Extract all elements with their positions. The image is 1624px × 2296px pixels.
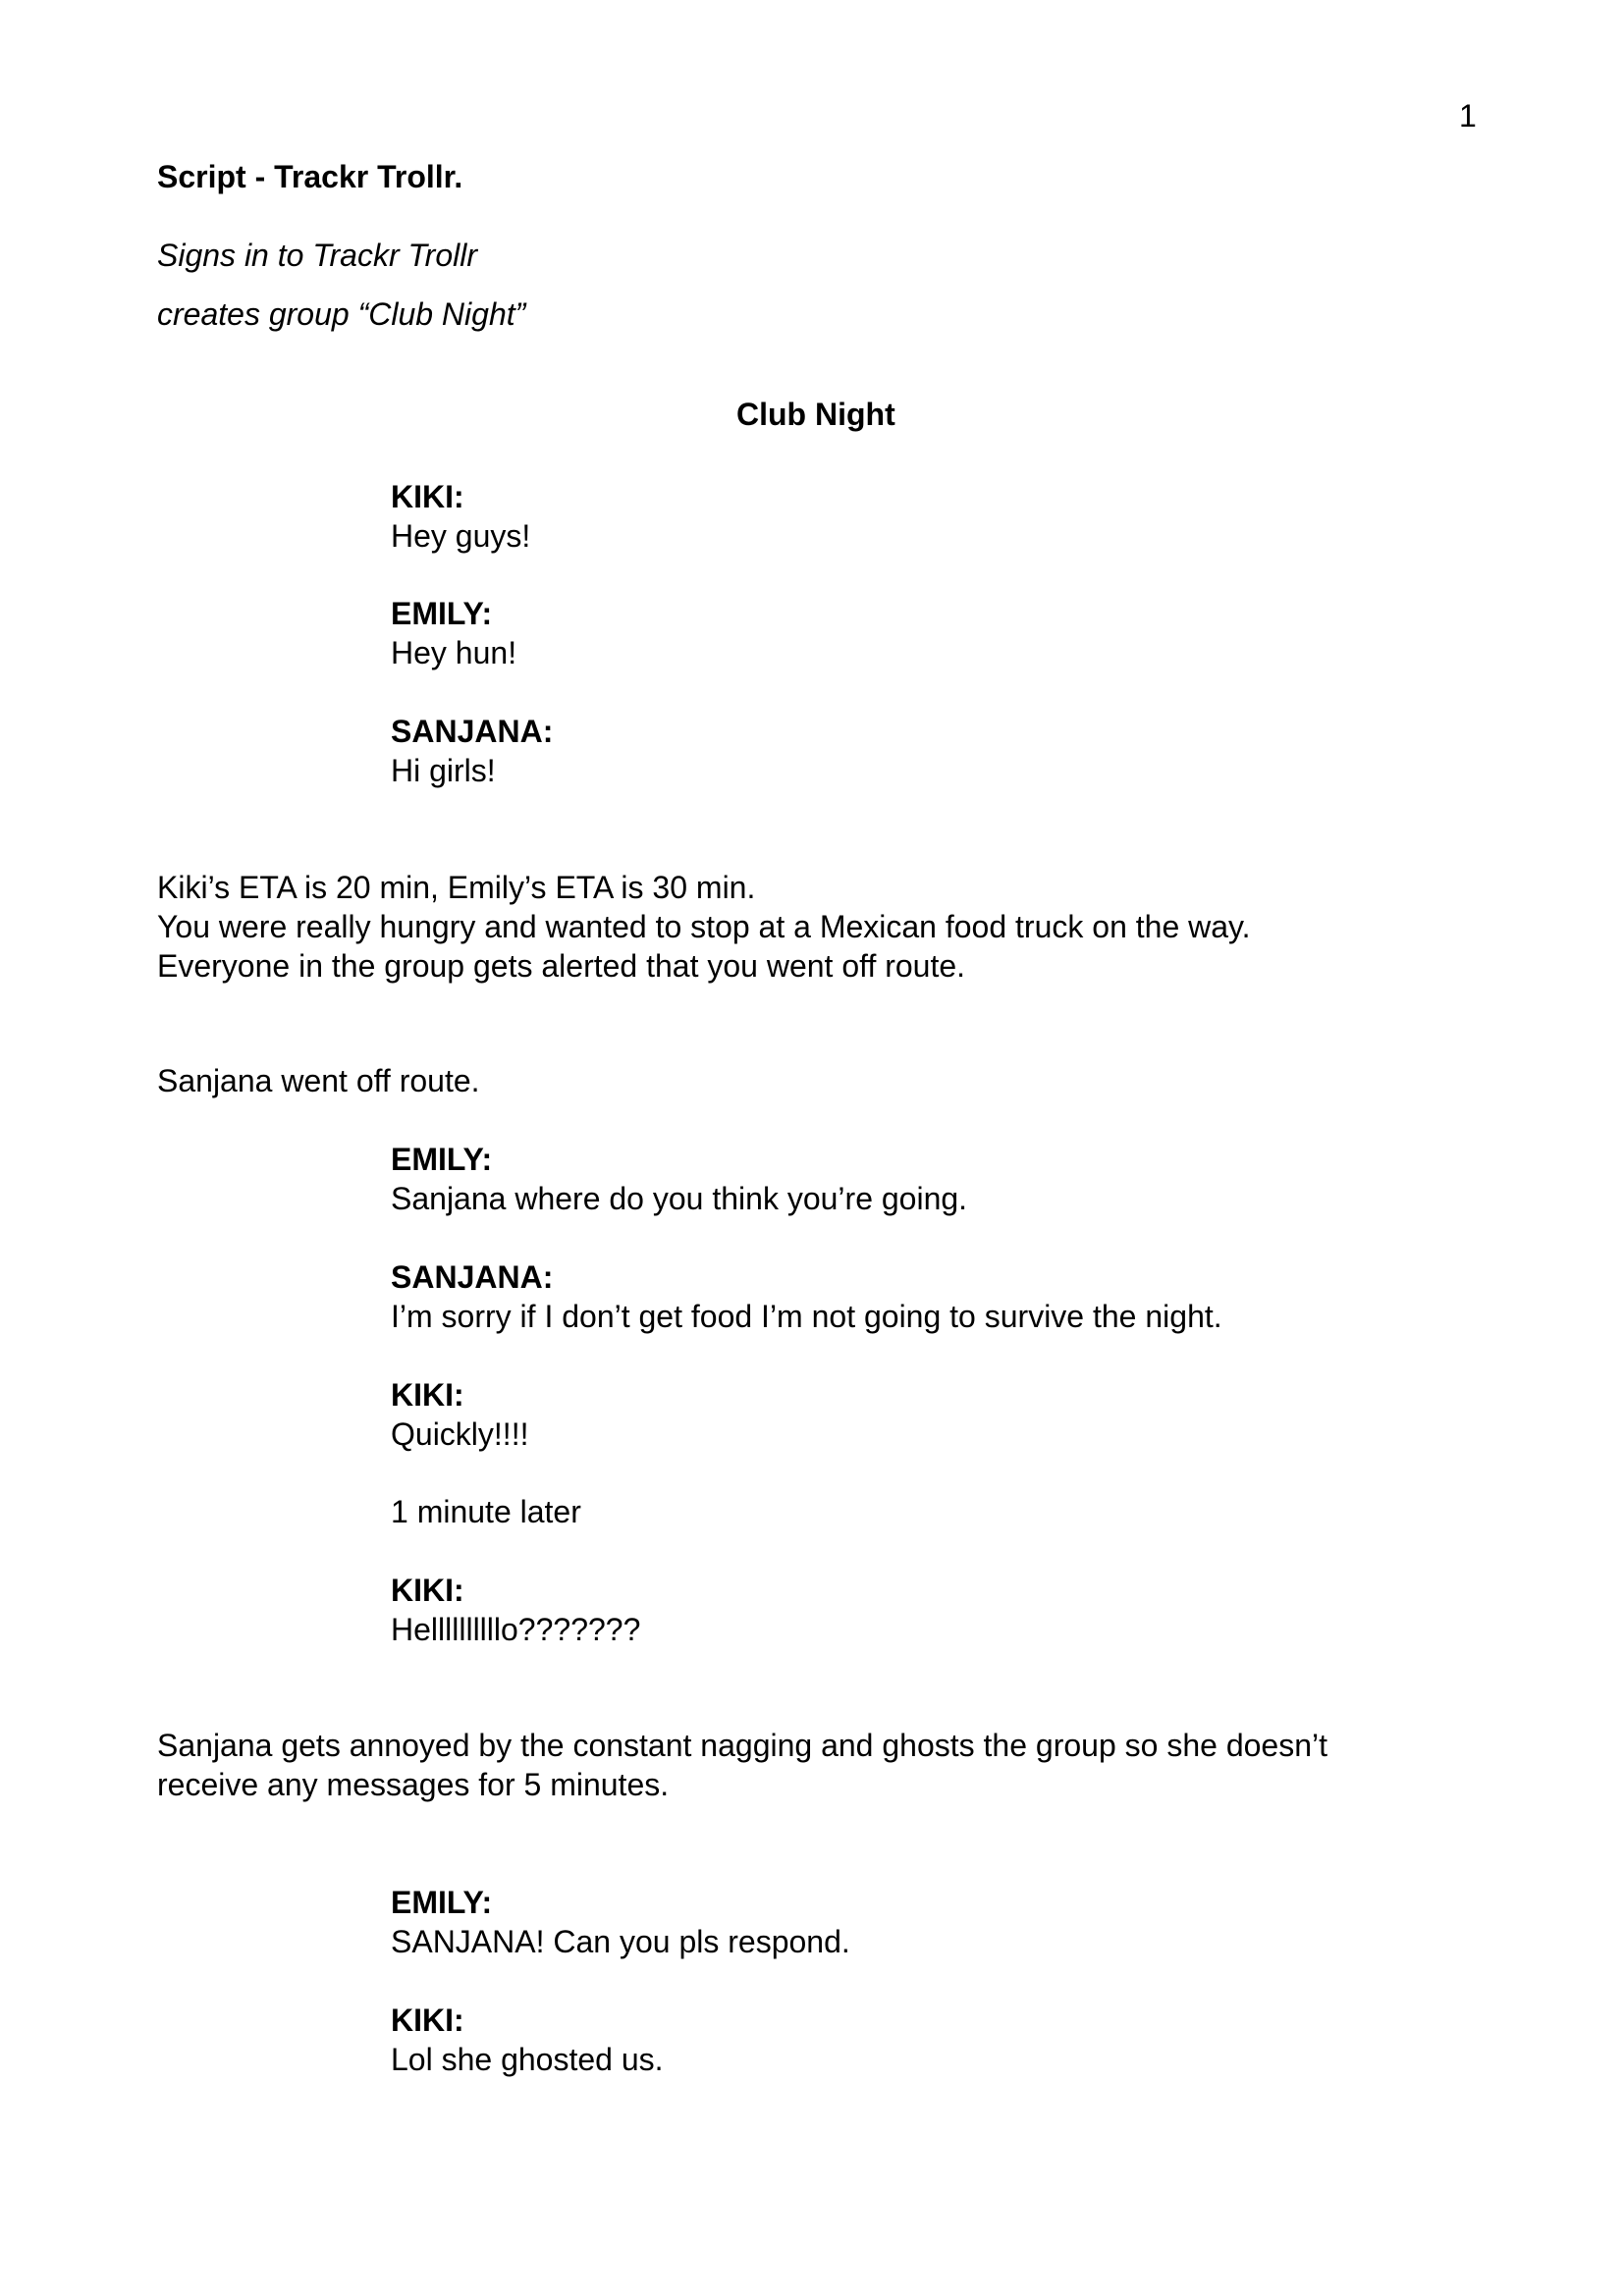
dialogue-block — [391, 1375, 528, 1454]
scene-heading: Club Night — [736, 397, 895, 432]
dialogue-block — [391, 594, 516, 672]
page-number: 1 — [1459, 98, 1477, 133]
dialogue-line: Sanjana where do you think you’re going. — [391, 1181, 968, 1216]
action-line: Sanjana gets annoyed by the constant nagging and ghosts the group so she doesn’t — [157, 1728, 1327, 1763]
dialogue-block — [391, 1140, 967, 1218]
speaker-name: SANJANA: — [391, 714, 554, 749]
speaker-name: EMILY: — [391, 596, 493, 631]
speaker-name: SANJANA: — [391, 1259, 554, 1295]
action-paragraph — [157, 1061, 1492, 1100]
dialogue-block — [391, 477, 530, 556]
action-paragraph — [157, 1726, 1492, 1804]
speaker-name: EMILY: — [391, 1142, 493, 1177]
action-line: Sanjana went off route. — [157, 1063, 480, 1098]
dialogue-line: SANJANA! Can you pls respond. — [391, 1924, 850, 1959]
speaker-name: KIKI: — [391, 1573, 464, 1608]
stage-direction: 1 minute later — [391, 1494, 581, 1529]
dialogue-block — [391, 1883, 850, 1961]
dialogue-line: I’m sorry if I don’t get food I’m not going to survive the night. — [391, 1299, 1222, 1334]
dialogue-block — [391, 1257, 1222, 1336]
dialogue-line: Hey hun! — [391, 635, 517, 670]
speaker-name: KIKI: — [391, 1377, 464, 1413]
dialogue-line: Hey guys! — [391, 518, 531, 554]
speaker-name: EMILY: — [391, 1885, 493, 1920]
dialogue-line: Lol she ghosted us. — [391, 2042, 664, 2077]
action-line: Everyone in the group gets alerted that you went off route. — [157, 948, 966, 984]
dialogue-block — [391, 712, 553, 790]
speaker-name: KIKI: — [391, 2002, 464, 2038]
action-line: receive any messages for 5 minutes. — [157, 1767, 670, 1802]
script-title: Script - Trackr Trollr. — [157, 159, 463, 194]
dialogue-block — [391, 1571, 640, 1649]
dialogue-line: Hi girls! — [391, 753, 496, 788]
dialogue-line: Hellllllllllo??????? — [391, 1612, 641, 1647]
action-line: Kiki’s ETA is 20 min, Emily’s ETA is 30 min. — [157, 870, 756, 905]
dialogue-block — [391, 2001, 664, 2079]
speaker-name: KIKI: — [391, 479, 464, 514]
intro-action-signin: Signs in to Trackr Trollr — [157, 238, 477, 273]
intro-action-create-group: creates group “Club Night” — [157, 296, 526, 332]
action-line: You were really hungry and wanted to stop at a Mexican food truck on the way. — [157, 909, 1251, 944]
dialogue-line: Quickly!!!! — [391, 1416, 529, 1452]
action-paragraph — [157, 868, 1492, 986]
